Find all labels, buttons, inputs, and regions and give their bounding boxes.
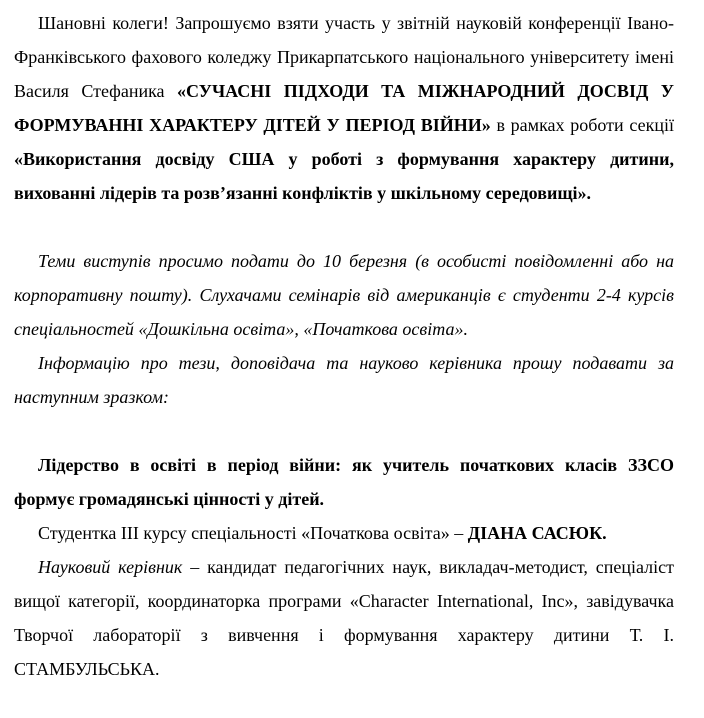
student-name: ДІАНА САСЮК. — [467, 523, 607, 543]
instruction-paragraph: Інформацію про тези, доповідача та науково керівника прошу подавати за наступним зразком: — [14, 353, 674, 407]
deadline-paragraph: Теми виступів просимо подати до 10 березня (в особисті повідомленні або на корпоративну пошту). Слухачами семінарів від американців є студенти 2-4 курсів спеціальностей «Дошкільна освіта», «Початкова освіта». — [14, 251, 674, 339]
blank-line — [14, 210, 674, 244]
intro-paragraph — [14, 6, 674, 210]
intro-text-1: Шановні колеги! Запрошуємо взяти участь у звітній науковій конференції Івано-Франківського фахового коледжу Прикарпатського національного університету імені Василя Стефаника — [14, 13, 674, 101]
conference-title: «СУЧАСНІ ПІДХОДИ ТА МІЖНАРОДНИЙ ДОСВІД У ФОРМУВАННІ ХАРАКТЕРУ ДІТЕЙ У ПЕРІОД ВІЙНИ» — [14, 81, 674, 135]
sample-supervisor-paragraph — [14, 550, 674, 686]
student-text: Студентка ІІІ курсу спеціальності «Початкова освіта» – — [38, 523, 468, 543]
sample-student-line — [14, 516, 674, 550]
sample-topic: Лідерство в освіті в період війни: як учитель початкових класів ЗЗСО формує громадянські цінності у дітей. — [14, 455, 674, 509]
supervisor-text: – кандидат педагогічних наук, викладач-методист, спеціаліст вищої категорії, координаторка програми «Character International, Inc», завідувачка Творчої лабораторії з вивчення і формування характеру дитини Т. І. СТАМБУЛЬСЬКА. — [14, 557, 674, 679]
blank-line — [14, 414, 674, 448]
supervisor-label: Науковий керівник — [38, 557, 183, 577]
section-title: «Використання досвіду США у роботі з формування характеру дитини, вихованні лідерів та розв’язанні конфліктів у шкільному середовищі». — [14, 149, 674, 203]
intro-text-2: в рамках роботи секції — [490, 115, 674, 135]
